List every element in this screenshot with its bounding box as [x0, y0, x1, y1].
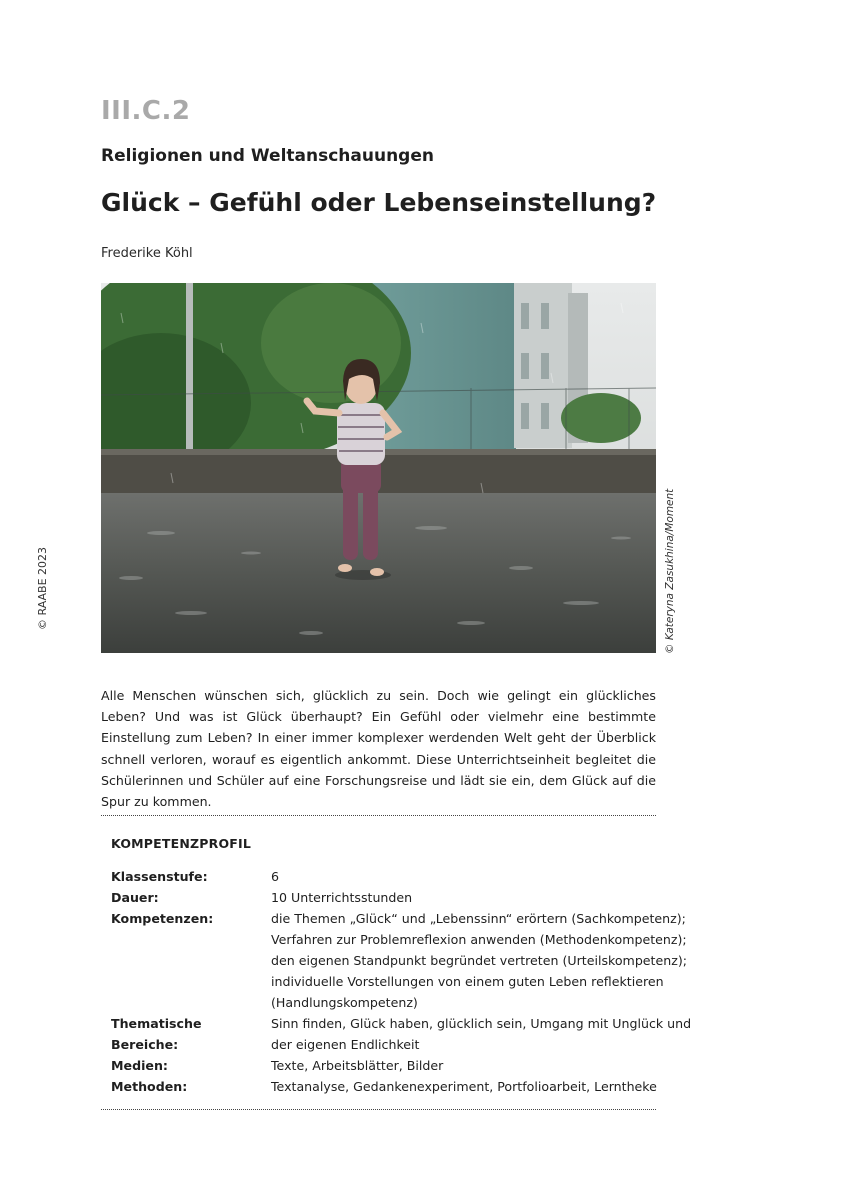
profile-value-line: die Themen „Glück“ und „Lebenssinn“ erörtern (Sachkompetenz);	[271, 911, 686, 926]
profile-value-line: Textanalyse, Gedankenexperiment, Portfolioarbeit, Lerntheke	[271, 1079, 657, 1094]
profile-value-line: Sinn finden, Glück haben, glücklich sein, Umgang mit Unglück und	[271, 1016, 692, 1031]
category-heading: Religionen und Weltanschauungen	[101, 146, 434, 166]
profile-row-duration	[111, 887, 656, 908]
profile-label: Kompetenzen:	[111, 911, 214, 926]
photo-child-in-rain-icon	[101, 283, 656, 653]
profile-row-media	[111, 1055, 656, 1076]
profile-value-line: 10 Unterrichtsstunden	[271, 890, 413, 905]
profile-label: Methoden:	[111, 1079, 188, 1094]
profile-value-line: Verfahren zur Problemreflexion anwenden (Methodenkompetenz);	[271, 932, 687, 947]
profile-label: Dauer:	[111, 890, 159, 905]
divider-bottom	[101, 1109, 656, 1110]
cover-photo	[101, 283, 656, 653]
profile-value	[271, 1076, 657, 1097]
profile-row-topics	[111, 1013, 692, 1055]
profile-value-line: individuelle Vorstellungen von einem guten Leben reflektieren	[271, 974, 664, 989]
author-name: Frederike Köhl	[101, 246, 193, 261]
profile-value	[271, 866, 656, 887]
profile-row-grade	[111, 866, 656, 887]
profile-value	[271, 908, 687, 1013]
profile-value	[271, 1013, 691, 1055]
intro-paragraph: Alle Menschen wünschen sich, glücklich zu sein. Doch wie gelingt ein glückliches Leben? Und was ist Glück überhaupt? Ein Gefühl oder vielmehr eine bestimmte Einstellung zum Leben? In einer immer komplexer werdenden Welt geht der Überblick schnell verloren, worauf es eigentlich ankommt. Diese Unterrichtseinheit begleitet die Schülerinnen und Schüler auf eine Forschungsreise und lädt sie ein, dem Glück auf die Spur zu kommen.	[101, 688, 656, 810]
profile-value-line: Texte, Arbeitsblätter, Bilder	[271, 1058, 444, 1073]
profile-row-methods	[111, 1076, 656, 1097]
profile-value-line: den eigenen Standpunkt begründet vertreten (Urteilskompetenz);	[271, 953, 687, 968]
photo-credit: © Kateryna Zasukhina/Moment	[664, 488, 676, 654]
competence-profile	[111, 866, 692, 1097]
profile-heading: KOMPETENZPROFIL	[111, 836, 252, 851]
profile-label: Medien:	[111, 1058, 168, 1073]
profile-label: Klassenstufe:	[111, 869, 208, 884]
divider-top	[101, 815, 656, 816]
profile-value	[271, 1055, 656, 1076]
profile-row-competences	[111, 908, 687, 1013]
side-copyright: © RAABE 2023	[36, 546, 49, 630]
profile-value-line: 6	[271, 869, 280, 884]
section-code: III.C.2	[101, 96, 191, 126]
page-title: Glück – Gefühl oder Lebenseinstellung?	[101, 188, 657, 217]
profile-value	[271, 887, 656, 908]
profile-value-line: (Handlungskompetenz)	[271, 995, 418, 1010]
profile-value-line: der eigenen Endlichkeit	[271, 1037, 420, 1052]
profile-label: Thematische Bereiche:	[111, 1016, 202, 1052]
